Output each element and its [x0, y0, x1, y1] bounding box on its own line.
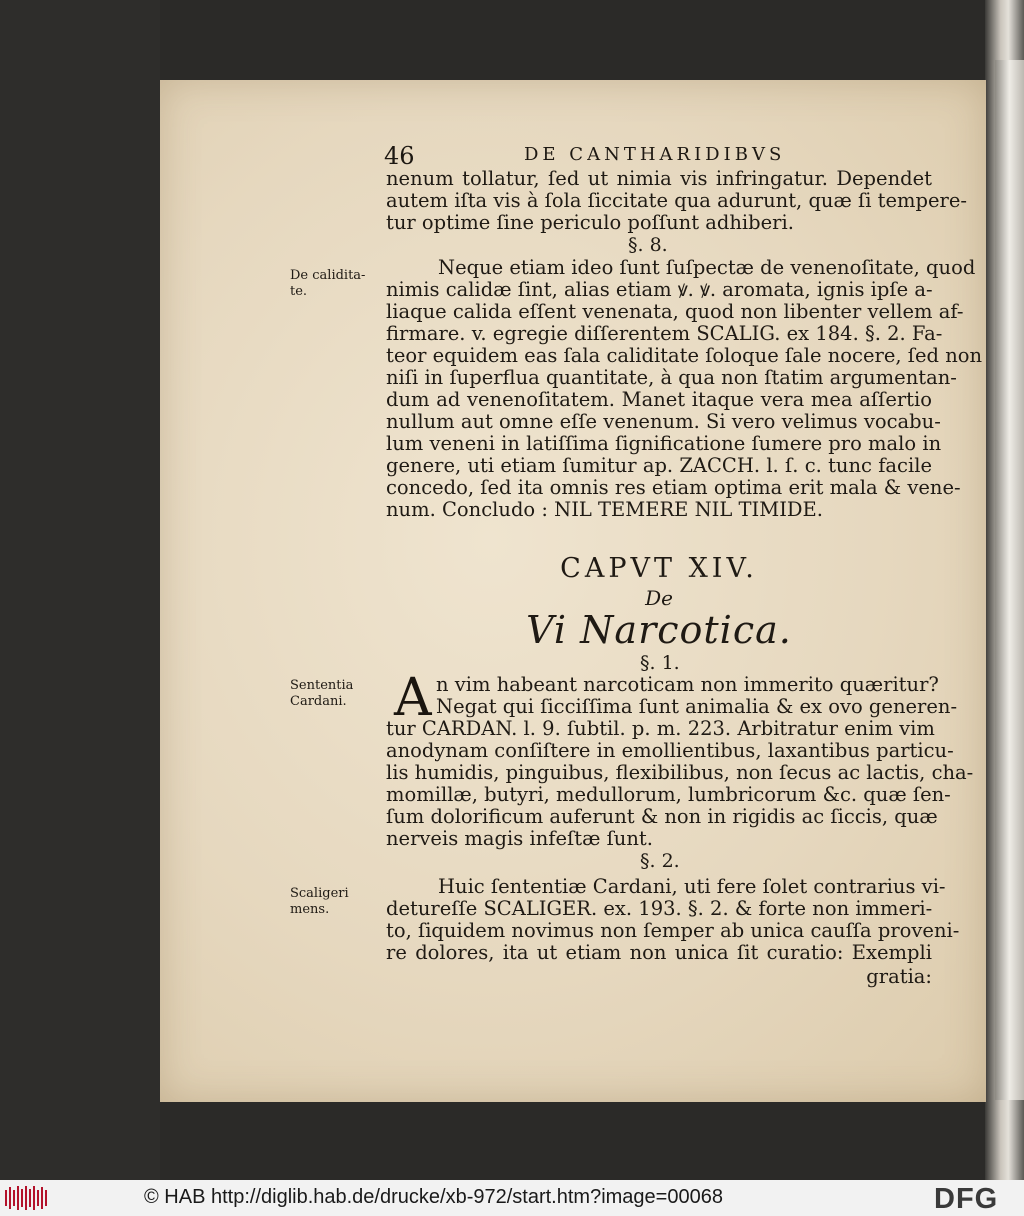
text-line: lis humidis, pinguibus, flexibilibus, non ſecus ac lactis, cha- [386, 761, 974, 784]
text-line: re dolores, ita ut etiam non unica ſit curatio: Exempli [386, 941, 932, 964]
text-line: tur optime ſine periculo poſſunt adhiberi. [386, 211, 794, 234]
text-line: firmare. v. egregie diſſerentem SCALIG. ex 184. §. 2. Fa- [386, 322, 943, 345]
dfg-logo: DFG [934, 1183, 999, 1215]
text-line: to, ſiquidem novimus non ſemper ab unica cauſſa proveni- [386, 919, 960, 942]
text-line: niſi in ſuperflua quantitate, à qua non ſtatim argumentan- [386, 366, 957, 389]
hab-logo-icon [4, 1184, 48, 1212]
text-line: nerveis magis infeſtæ ſunt. [386, 827, 653, 850]
margin-line: mens. [290, 902, 330, 917]
footer-bar [0, 1180, 1024, 1216]
text-line: ſum dolorificum auferunt & non in rigidis ac ſiccis, quæ [386, 805, 938, 828]
paragraph-3 [386, 717, 974, 850]
text-line: concedo, ſed ita omnis res etiam optima erit mala & vene- [386, 476, 961, 499]
page-number: 46 [384, 142, 415, 170]
text-line: dum ad venenoſitatem. Manet itaque vera mea aſſertio [386, 388, 932, 411]
text-line: lum veneni in latiſſima ſignificatione ſumere pro malo in [386, 432, 942, 455]
text-line: autem iſta vis à ſola ſiccitate qua adurunt, quæ ſi tempere- [386, 189, 968, 212]
section-mark-8: §. 8. [628, 234, 668, 256]
text-line: tur CARDAN. l. 9. ſubtil. p. m. 223. Arbitratur enim vim [386, 717, 935, 740]
margin-line: Sententia [290, 678, 354, 693]
running-title: DE CANTHARIDIBVS [524, 144, 786, 165]
section-mark-1: §. 1. [640, 652, 680, 674]
margin-note-scaligeri [290, 886, 380, 918]
text-line: nimis calidæ ſint, alias etiam ꝟ. ꝟ. aromata, ignis ipſe a- [386, 278, 933, 301]
chapter-de: De [645, 586, 673, 610]
paragraph-4 [386, 875, 960, 964]
text-line: nenum tollatur, ſed ut nimia vis infringatur. Dependet [386, 167, 932, 190]
paragraph-1 [386, 167, 968, 234]
chapter-subtitle: Vi Narcotica. [526, 608, 792, 652]
margin-note-cardani [290, 678, 380, 710]
text-line: liaque calida eſſent venenata, quod non libenter vellem af- [386, 300, 964, 323]
scan-background-left [0, 0, 160, 1180]
text-line: num. Concludo : NIL TEMERE NIL TIMIDE. [386, 498, 823, 521]
copyright-link[interactable]: © HAB http://diglib.hab.de/drucke/xb-972/start.htm?image=00068 [144, 1186, 723, 1208]
running-head [384, 142, 944, 168]
text-line: teor equidem eas ſala caliditate ſoloque ſale nocere, ſed non [386, 344, 983, 367]
text-line: Huic ſententiæ Cardani, uti fere ſolet contrarius vi- [438, 875, 946, 898]
margin-line: Scaligeri [290, 886, 349, 901]
text-line: momillæ, butyri, medullorum, lumbricorum &c. quæ ſen- [386, 783, 951, 806]
text-line: Negat qui ſicciſſima ſunt animalia & ex ovo generen- [436, 695, 958, 718]
margin-line: te. [290, 284, 308, 299]
text-line: Neque etiam ideo ſunt ſuſpectæ de venenoſitate, quod [438, 256, 976, 279]
catchword: gratia: [866, 965, 932, 988]
next-page-edge [995, 60, 1024, 1100]
margin-note-caliditate [290, 268, 380, 300]
text-line: detureſſe SCALIGER. ex. 193. §. 2. & forte non immeri- [386, 897, 933, 920]
text-line: anodynam conſiſtere in emollientibus, laxantibus particu- [386, 739, 954, 762]
margin-line: Cardani. [290, 694, 347, 709]
drop-capital: A [394, 668, 432, 728]
section-mark-2: §. 2. [640, 850, 680, 872]
chapter-title: CAPVT XIV. [560, 553, 758, 584]
text-line: genere, uti etiam ſumitur ap. ZACCH. l. ſ. c. tunc facile [386, 454, 932, 477]
text-line: n vim habeant narcoticam non immerito quæritur? [436, 673, 939, 696]
paragraph-3-opening [436, 673, 958, 718]
text-line: nullum aut omne eſſe venenum. Si vero velimus vocabu- [386, 410, 941, 433]
paragraph-2 [386, 256, 983, 521]
margin-line: De calidita- [290, 268, 366, 283]
